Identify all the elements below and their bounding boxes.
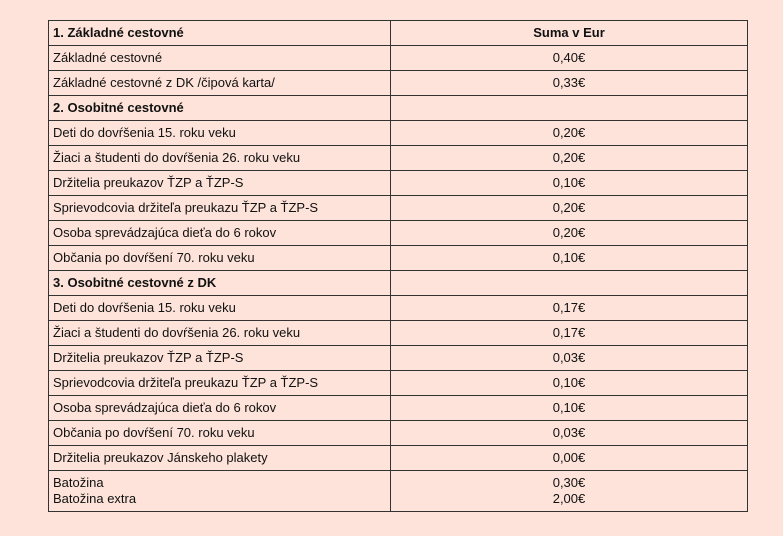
row-amount: 0,00€	[391, 446, 748, 471]
row-label: Osoba sprevádzajúca dieťa do 6 rokov	[49, 221, 391, 246]
table-row	[49, 71, 748, 96]
table-row	[49, 371, 748, 396]
row-amount: 0,33€	[391, 71, 748, 96]
table-row	[49, 446, 748, 471]
row-label: Základné cestovné z DK /čipová karta/	[49, 71, 391, 96]
table-row	[49, 221, 748, 246]
section-title: 2. Osobitné cestovné	[49, 96, 391, 121]
row-label: Sprievodcovia držiteľa preukazu ŤZP a ŤZP-S	[49, 371, 391, 396]
baggage-row	[49, 471, 748, 512]
table-row	[49, 146, 748, 171]
row-amount: 0,20€	[391, 196, 748, 221]
row-amount: 0,17€	[391, 296, 748, 321]
table-row	[49, 396, 748, 421]
fare-table	[48, 20, 748, 512]
row-amount	[391, 96, 748, 121]
table-row	[49, 196, 748, 221]
row-label: Deti do dovŕšenia 15. roku veku	[49, 121, 391, 146]
row-amount	[391, 271, 748, 296]
table-row	[49, 296, 748, 321]
row-amount: 0,20€	[391, 146, 748, 171]
table-row	[49, 121, 748, 146]
baggage-amounts	[391, 471, 748, 512]
row-amount: 0,10€	[391, 171, 748, 196]
baggage-extra-amount: 2,00€	[552, 491, 586, 506]
row-amount: 0,10€	[391, 246, 748, 271]
row-amount: 0,10€	[391, 396, 748, 421]
baggage-amount: 0,30€	[552, 475, 586, 490]
baggage-label: Batožina	[53, 475, 104, 490]
row-label: Žiaci a študenti do dovŕšenia 26. roku veku	[49, 321, 391, 346]
row-amount: 0,10€	[391, 371, 748, 396]
row-amount: 0,17€	[391, 321, 748, 346]
table-header-row	[49, 21, 748, 46]
table-row	[49, 171, 748, 196]
row-amount: 0,03€	[391, 421, 748, 446]
baggage-labels	[49, 471, 391, 512]
row-label: Žiaci a študenti do dovŕšenia 26. roku veku	[49, 146, 391, 171]
section-row	[49, 271, 748, 296]
row-label: Držitelia preukazov ŤZP a ŤZP-S	[49, 346, 391, 371]
row-amount: 0,40€	[391, 46, 748, 71]
header-amount: Suma v Eur	[391, 21, 748, 46]
row-label: Držitelia preukazov Jánskeho plakety	[49, 446, 391, 471]
row-amount: 0,03€	[391, 346, 748, 371]
table-row	[49, 321, 748, 346]
row-amount: 0,20€	[391, 121, 748, 146]
section-row	[49, 96, 748, 121]
table-row	[49, 346, 748, 371]
table-row	[49, 421, 748, 446]
row-label: Občania po dovŕšení 70. roku veku	[49, 421, 391, 446]
row-label: Sprievodcovia držiteľa preukazu ŤZP a ŤZP-S	[49, 196, 391, 221]
section-title: 3. Osobitné cestovné z DK	[49, 271, 391, 296]
table-row	[49, 246, 748, 271]
row-label: Občania po dovŕšení 70. roku veku	[49, 246, 391, 271]
table-row	[49, 46, 748, 71]
row-label: Osoba sprevádzajúca dieťa do 6 rokov	[49, 396, 391, 421]
baggage-extra-label: Batožina extra	[53, 491, 137, 506]
row-label: Držitelia preukazov ŤZP a ŤZP-S	[49, 171, 391, 196]
header-category: 1. Základné cestovné	[49, 21, 391, 46]
row-label: Základné cestovné	[49, 46, 391, 71]
row-label: Deti do dovŕšenia 15. roku veku	[49, 296, 391, 321]
row-amount: 0,20€	[391, 221, 748, 246]
